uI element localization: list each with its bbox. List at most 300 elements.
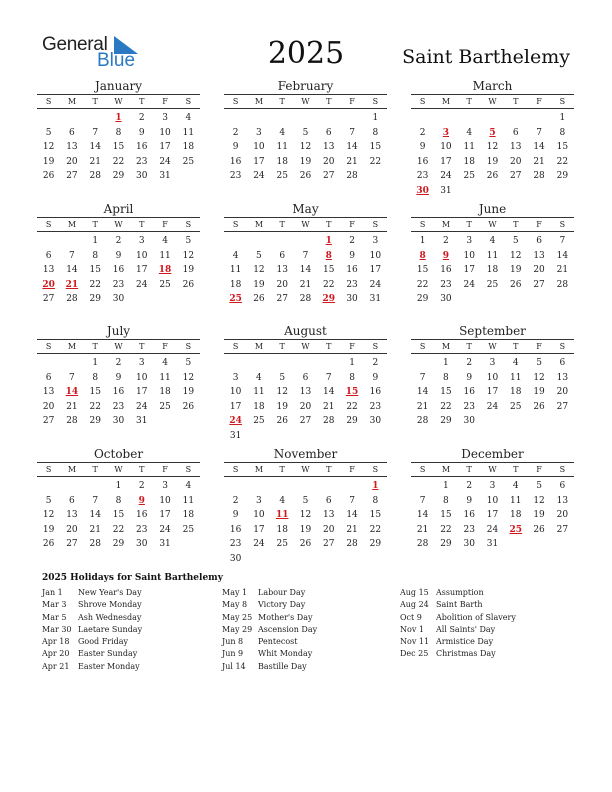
day-cell: 8	[443, 495, 449, 506]
day-cell: 11	[510, 495, 522, 506]
day-cell: 19	[42, 524, 55, 535]
day-cell: 11	[182, 495, 195, 506]
weekday-label: T	[466, 97, 472, 106]
day-cell: 25	[276, 171, 288, 181]
weekday-label: T	[139, 220, 145, 229]
day-cell: 14	[89, 510, 101, 520]
day-cell: 30	[112, 294, 125, 304]
day-cell: 27	[510, 171, 522, 181]
day-cell: 27	[323, 171, 335, 181]
day-cell: 8	[559, 127, 566, 138]
month-name: November	[273, 447, 338, 461]
day-cell: 19	[533, 387, 545, 397]
day-cell: 17	[486, 510, 499, 520]
weekday-header	[411, 94, 574, 109]
day-cell: 12	[42, 142, 55, 152]
day-cell: 2	[349, 236, 355, 246]
day-cell: 17	[229, 401, 242, 412]
day-cell: 19	[182, 265, 195, 275]
day-cell: 4	[279, 127, 286, 138]
day-cell: 30	[136, 171, 148, 181]
day-grid	[411, 111, 574, 198]
weekday-label: M	[254, 465, 264, 474]
month-may	[224, 202, 387, 307]
holiday-item	[400, 599, 516, 611]
day-cell: 24	[253, 539, 265, 549]
weekday-label: F	[349, 465, 355, 474]
weekday-label: S	[232, 465, 239, 474]
month-august	[224, 324, 387, 443]
day-cell: 30	[369, 416, 382, 426]
day-cell: 1	[559, 113, 566, 123]
day-cell: 23	[229, 539, 242, 549]
weekday-header	[224, 217, 387, 232]
day-cell: 12	[299, 142, 312, 152]
day-cell: 28	[89, 539, 101, 549]
empty-cell	[271, 111, 294, 126]
day-cell: 20	[556, 510, 569, 520]
holiday-day: 1	[325, 236, 332, 246]
weekday-label: T	[279, 220, 285, 229]
day-cell: 16	[136, 510, 148, 520]
holiday-item	[222, 599, 317, 611]
weekday-label: S	[372, 465, 379, 474]
day-cell: 31	[159, 539, 171, 549]
day-cell: 8	[92, 372, 99, 383]
day-cell: 6	[279, 250, 286, 261]
weekday-label: W	[301, 220, 310, 229]
day-cell: 7	[92, 127, 99, 138]
month-name: June	[478, 202, 507, 216]
day-cell: 20	[533, 265, 545, 275]
weekday-label: S	[372, 342, 379, 351]
day-cell: 10	[253, 142, 265, 152]
weekday-label: T	[326, 97, 332, 106]
day-cell: 20	[510, 156, 522, 167]
day-cell: 21	[89, 156, 101, 167]
weekday-header	[411, 462, 574, 477]
day-cell: 31	[159, 171, 171, 181]
day-cell: 12	[182, 372, 195, 383]
day-cell: 1	[115, 481, 122, 491]
day-cell: 30	[229, 553, 242, 564]
day-cell: 13	[299, 387, 312, 397]
day-cell: 12	[182, 250, 195, 261]
day-cell: 10	[486, 372, 499, 383]
day-cell: 18	[159, 387, 171, 397]
day-cell: 25	[159, 279, 171, 290]
weekday-label: T	[92, 220, 98, 229]
day-cell: 20	[299, 401, 312, 412]
day-cell: 28	[89, 171, 101, 181]
holiday-name: Saint Barth	[436, 600, 483, 610]
month-name: September	[459, 324, 526, 338]
month-june	[411, 202, 574, 307]
day-cell: 18	[182, 510, 195, 520]
day-cell: 3	[138, 358, 145, 368]
day-cell: 18	[253, 401, 265, 412]
day-cell: 18	[182, 142, 195, 152]
holiday-name: Pentecost	[258, 637, 298, 647]
day-cell: 11	[276, 142, 288, 152]
weekday-label: S	[559, 220, 566, 229]
month-march	[411, 79, 574, 198]
holiday-name: Shrove Monday	[78, 600, 142, 610]
day-cell: 15	[89, 387, 101, 397]
day-cell: 30	[440, 294, 452, 304]
holiday-item	[400, 636, 516, 648]
year-title: 2025	[267, 36, 345, 71]
day-cell: 29	[112, 539, 125, 549]
weekday-label: F	[536, 342, 542, 351]
day-cell: 7	[302, 250, 309, 261]
month-january	[37, 79, 200, 184]
holiday-day: 9	[442, 250, 450, 261]
day-cell: 14	[299, 265, 312, 275]
day-cell: 7	[536, 127, 542, 138]
weekday-label: F	[349, 342, 355, 351]
day-cell: 6	[559, 481, 566, 491]
day-cell: 16	[229, 524, 242, 535]
day-grid	[411, 356, 574, 429]
holiday-item	[222, 587, 317, 599]
weekday-header	[37, 462, 200, 477]
day-cell: 21	[346, 156, 358, 167]
day-cell: 9	[232, 510, 239, 520]
weekday-header	[37, 94, 200, 109]
weekday-header	[411, 217, 574, 232]
empty-cell	[84, 111, 107, 126]
day-cell: 1	[92, 236, 99, 246]
day-cell: 11	[229, 265, 242, 275]
day-cell: 4	[466, 127, 473, 138]
weekday-header	[37, 339, 200, 354]
holiday-day: 25	[229, 294, 242, 304]
day-cell: 23	[440, 279, 452, 290]
day-grid	[224, 234, 387, 307]
weekday-label: W	[488, 97, 497, 106]
day-cell: 27	[556, 401, 569, 412]
day-cell: 27	[556, 524, 569, 535]
month-name: May	[292, 202, 319, 216]
day-cell: 7	[69, 250, 75, 261]
empty-cell	[458, 111, 481, 126]
empty-cell	[224, 234, 247, 249]
holiday-date: Apr 21	[42, 661, 70, 671]
day-cell: 26	[276, 416, 288, 426]
day-cell: 26	[533, 401, 545, 412]
day-cell: 2	[372, 358, 379, 368]
weekday-label: S	[419, 220, 426, 229]
month-name: April	[103, 202, 134, 216]
empty-cell	[411, 479, 434, 494]
day-cell: 15	[369, 510, 382, 520]
day-cell: 4	[232, 250, 239, 261]
day-cell: 17	[253, 156, 265, 167]
holiday-day: 21	[65, 279, 79, 290]
day-cell: 4	[162, 358, 168, 368]
empty-cell	[224, 356, 247, 371]
empty-cell	[294, 356, 317, 371]
day-cell: 17	[463, 265, 475, 275]
day-cell: 16	[229, 156, 242, 167]
day-cell: 12	[533, 372, 545, 383]
day-cell: 22	[89, 401, 101, 412]
month-name: July	[106, 324, 131, 338]
holiday-column	[222, 587, 317, 673]
day-cell: 14	[346, 142, 358, 152]
weekday-label: W	[114, 465, 123, 474]
day-cell: 25	[510, 401, 522, 412]
weekday-label: M	[67, 465, 77, 474]
weekday-label: T	[466, 342, 472, 351]
weekday-label: F	[162, 97, 168, 106]
holiday-item	[222, 624, 317, 636]
holiday-date: May 25	[222, 612, 253, 622]
day-cell: 27	[42, 416, 55, 426]
holiday-day: 15	[345, 387, 359, 397]
day-cell: 22	[323, 279, 335, 290]
day-cell: 30	[112, 416, 125, 426]
day-cell: 5	[279, 372, 286, 383]
weekday-label: T	[139, 97, 145, 106]
month-name: March	[472, 79, 513, 93]
holiday-name: Laetare Sunday	[78, 624, 143, 634]
day-cell: 15	[369, 142, 382, 152]
day-cell: 15	[416, 265, 429, 275]
day-cell: 19	[299, 156, 312, 167]
holiday-name: Christmas Day	[436, 649, 496, 659]
day-cell: 27	[42, 294, 55, 304]
weekday-label: T	[92, 342, 98, 351]
empty-cell	[271, 234, 294, 249]
holiday-day: 20	[42, 279, 55, 290]
weekday-label: S	[232, 342, 239, 351]
holiday-date: May 8	[222, 600, 248, 610]
day-cell: 22	[369, 524, 382, 535]
day-cell: 10	[159, 495, 171, 506]
day-cell: 15	[89, 265, 101, 275]
day-cell: 12	[299, 510, 312, 520]
holiday-item	[42, 612, 142, 624]
holiday-name: Ascension Day	[258, 624, 318, 634]
day-cell: 23	[463, 401, 475, 412]
empty-cell	[411, 356, 434, 371]
day-cell: 13	[66, 510, 78, 520]
day-cell: 31	[486, 539, 499, 549]
day-cell: 27	[66, 171, 78, 181]
weekday-label: F	[349, 220, 355, 229]
day-cell: 19	[533, 510, 545, 520]
empty-cell	[317, 479, 340, 494]
day-grid	[37, 234, 200, 307]
day-cell: 27	[276, 294, 288, 304]
day-cell: 18	[510, 387, 522, 397]
day-cell: 16	[112, 265, 125, 275]
day-cell: 14	[416, 387, 429, 397]
holiday-item	[42, 661, 142, 673]
weekday-label: T	[326, 465, 332, 474]
day-cell: 10	[136, 250, 148, 261]
holiday-date: Aug 24	[400, 600, 429, 610]
day-cell: 4	[279, 495, 286, 506]
day-cell: 19	[42, 156, 55, 167]
day-cell: 25	[486, 279, 499, 290]
day-cell: 23	[136, 524, 148, 535]
holiday-column	[42, 587, 142, 673]
day-cell: 8	[115, 127, 122, 138]
weekday-label: S	[45, 465, 52, 474]
day-cell: 29	[346, 416, 358, 426]
day-cell: 5	[256, 250, 262, 261]
day-cell: 22	[416, 279, 429, 290]
day-cell: 17	[440, 156, 452, 167]
day-cell: 3	[466, 236, 473, 246]
day-cell: 15	[112, 142, 125, 152]
day-cell: 18	[486, 265, 499, 275]
day-cell: 26	[182, 401, 195, 412]
day-cell: 6	[69, 127, 75, 138]
day-cell: 21	[323, 401, 335, 412]
day-grid	[411, 479, 574, 552]
day-cell: 7	[325, 372, 332, 383]
day-cell: 20	[556, 387, 569, 397]
day-cell: 9	[349, 250, 355, 261]
empty-cell	[224, 479, 247, 494]
day-cell: 3	[489, 481, 496, 491]
empty-cell	[247, 111, 270, 126]
holiday-item	[400, 648, 516, 660]
weekday-label: S	[419, 97, 426, 106]
day-cell: 9	[232, 142, 239, 152]
day-cell: 5	[45, 495, 52, 506]
weekday-header	[224, 339, 387, 354]
day-cell: 25	[182, 524, 195, 535]
month-name: February	[277, 79, 334, 93]
empty-cell	[60, 479, 83, 494]
day-cell: 28	[66, 416, 78, 426]
weekday-label: S	[559, 465, 566, 474]
holiday-item	[222, 612, 317, 624]
day-cell: 12	[486, 142, 499, 152]
day-cell: 2	[115, 358, 122, 368]
weekday-label: T	[279, 97, 285, 106]
day-cell: 15	[556, 142, 569, 152]
logo-text-blue: Blue	[97, 50, 136, 71]
day-cell: 1	[443, 358, 449, 368]
empty-cell	[37, 234, 60, 249]
day-cell: 27	[323, 539, 335, 549]
day-cell: 6	[325, 127, 332, 138]
holiday-item	[400, 612, 516, 624]
day-cell: 15	[440, 387, 452, 397]
day-cell: 26	[42, 539, 55, 549]
empty-cell	[317, 356, 340, 371]
empty-cell	[247, 234, 270, 249]
holiday-name: Labour Day	[258, 588, 306, 597]
day-cell: 7	[349, 495, 355, 506]
day-cell: 5	[185, 358, 192, 368]
day-cell: 7	[559, 236, 566, 246]
day-cell: 15	[112, 510, 125, 520]
day-cell: 12	[42, 510, 55, 520]
holiday-day: 30	[416, 185, 429, 196]
day-cell: 22	[89, 279, 101, 290]
day-cell: 8	[115, 495, 122, 506]
weekday-label: S	[45, 342, 52, 351]
day-cell: 16	[369, 387, 382, 397]
day-grid	[224, 111, 387, 184]
day-cell: 28	[66, 294, 78, 304]
day-cell: 1	[349, 358, 355, 368]
day-cell: 5	[302, 127, 309, 138]
holiday-name: Easter Monday	[78, 661, 140, 671]
day-cell: 11	[463, 142, 475, 152]
empty-cell	[37, 111, 60, 126]
day-cell: 3	[372, 236, 379, 246]
holiday-date: Nov 11	[400, 637, 430, 647]
day-cell: 26	[299, 171, 312, 181]
day-cell: 26	[299, 539, 312, 549]
day-cell: 4	[489, 236, 496, 246]
weekday-label: T	[139, 465, 145, 474]
weekday-label: F	[162, 465, 168, 474]
day-cell: 23	[369, 401, 382, 412]
day-cell: 13	[323, 142, 335, 152]
day-cell: 13	[323, 510, 335, 520]
weekday-label: S	[45, 97, 52, 106]
month-name: December	[461, 447, 524, 461]
day-cell: 20	[66, 156, 78, 167]
weekday-label: W	[301, 465, 310, 474]
day-cell: 13	[42, 387, 55, 397]
day-cell: 24	[159, 524, 171, 535]
day-cell: 5	[512, 236, 519, 246]
day-cell: 30	[346, 294, 358, 304]
weekday-label: W	[301, 342, 310, 351]
day-cell: 21	[556, 265, 569, 275]
holiday-day: 1	[115, 113, 122, 123]
day-cell: 17	[486, 387, 499, 397]
day-cell: 4	[185, 113, 192, 123]
day-cell: 17	[136, 265, 148, 275]
day-cell: 4	[512, 358, 519, 368]
day-cell: 13	[276, 265, 288, 275]
holiday-day: 5	[489, 127, 496, 138]
day-cell: 10	[229, 387, 242, 397]
day-cell: 11	[159, 372, 171, 383]
empty-cell	[60, 111, 83, 126]
day-cell: 23	[136, 156, 148, 167]
weekday-label: M	[441, 342, 451, 351]
day-cell: 25	[159, 401, 171, 412]
holiday-date: Apr 18	[42, 637, 70, 647]
holiday-item	[400, 587, 516, 599]
day-cell: 23	[112, 279, 125, 290]
empty-cell	[527, 111, 550, 126]
month-name: January	[94, 79, 143, 93]
day-cell: 11	[253, 387, 265, 397]
holiday-item	[42, 648, 142, 660]
month-october	[37, 447, 200, 552]
day-cell: 24	[486, 524, 499, 535]
day-cell: 16	[346, 265, 358, 275]
day-cell: 29	[112, 171, 125, 181]
day-cell: 29	[369, 539, 382, 549]
weekday-label: T	[92, 97, 98, 106]
weekday-label: M	[441, 97, 451, 106]
day-cell: 26	[42, 171, 55, 181]
